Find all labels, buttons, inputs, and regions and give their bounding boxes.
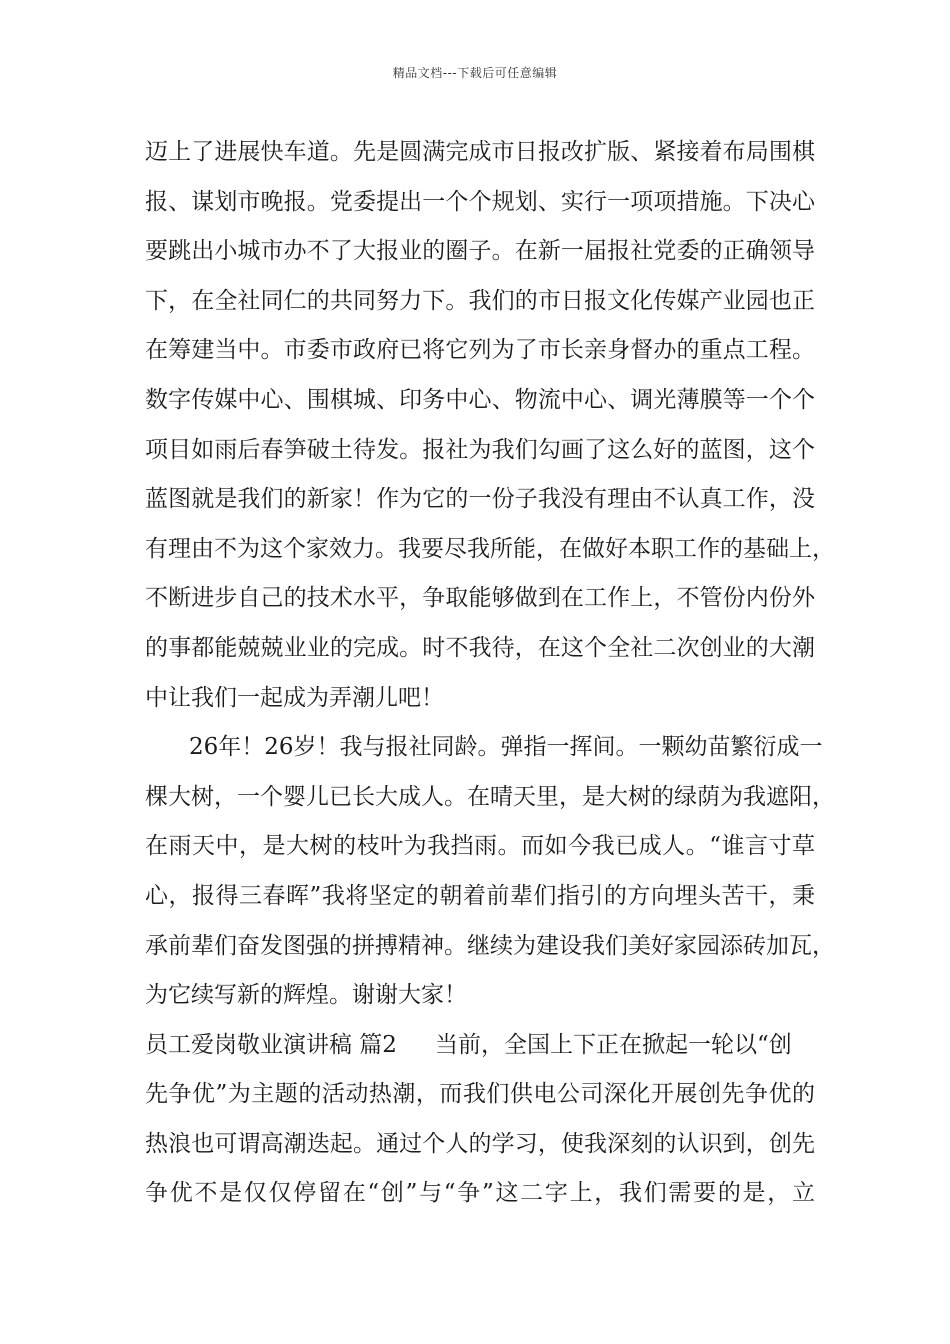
section-heading-line [145, 1027, 815, 1077]
text-line: 承前辈们奋发图强的拼搏精神。继续为建设我们美好家园添砖加瓦， [145, 932, 835, 959]
section-title: 员工爱岗敬业演讲稿 篇2 [145, 1031, 397, 1058]
text-line: 项目如雨后春笋破土待发。报社为我们勾画了这么好的蓝图，这个 [145, 436, 815, 463]
text-line: 在雨天中，是大树的枝叶为我挡雨。而如今我已成人。“谁言寸草 [145, 833, 815, 860]
text-line: 不断进步自己的技术水平，争取能够做到在工作上，不管份内份外 [145, 585, 815, 612]
text-line: 热浪也可谓高潮迭起。通过个人的学习，使我深刻的认识到，创先 [145, 1130, 815, 1157]
text-line: 争优不是仅仅停留在“创”与“争”这二字上，我们需要的是，立 [145, 1180, 815, 1207]
text-line: 迈上了进展快车道。先是圆满完成市日报改扩版、紧接着布局围棋 [145, 139, 815, 165]
document-body [145, 134, 835, 1225]
text-line: 为它续写新的辉煌。谢谢大家！ [145, 982, 467, 1009]
text-line: 要跳出小城市办不了大报业的圈子。在新一届报社党委的正确领导 [145, 238, 815, 265]
text-line: 有理由不为这个家效力。我要尽我所能，在做好本职工作的基础上， [145, 535, 835, 562]
text-line: 先争优”为主题的活动热潮，而我们供电公司深化开展创先争优的 [145, 1081, 815, 1108]
section-first-line: 当前，全国上下正在掀起一轮以“创 [434, 1031, 792, 1058]
paragraph-2 [145, 729, 835, 1027]
text-line: 在筹建当中。市委市政府已将它列为了市长亲身督办的重点工程。 [145, 337, 815, 364]
text-line: 26年！26岁！我与报社同龄。弹指一挥间。一颗幼苗繁衍成一 [189, 734, 823, 761]
text-line: 下，在全社同仁的共同努力下。我们的市日报文化传媒产业园也正 [145, 287, 815, 314]
page-header: 精品文档---下载后可任意编辑 [392, 66, 558, 80]
text-line: 蓝图就是我们的新家！作为它的一份子我没有理由不认真工作，没 [145, 486, 815, 513]
text-line: 数字传媒中心、围棋城、印务中心、物流中心、调光薄膜等一个个 [145, 386, 815, 413]
text-line: 的事都能兢兢业业的完成。时不我待，在这个全社二次创业的大潮 [145, 634, 815, 661]
section-2 [145, 1027, 815, 1225]
text-line: 心，报得三春晖”我将坚定的朝着前辈们指引的方向埋头苦干，秉 [145, 882, 815, 909]
text-line: 中让我们一起成为弄潮儿吧！ [145, 684, 444, 711]
text-line: 报、谋划市晚报。党委提出一个个规划、实行一项项措施。下决心 [145, 188, 815, 215]
text-line: 棵大树，一个婴儿已长大成人。在晴天里，是大树的绿荫为我遮阳， [145, 783, 835, 810]
paragraph-1 [145, 134, 835, 729]
